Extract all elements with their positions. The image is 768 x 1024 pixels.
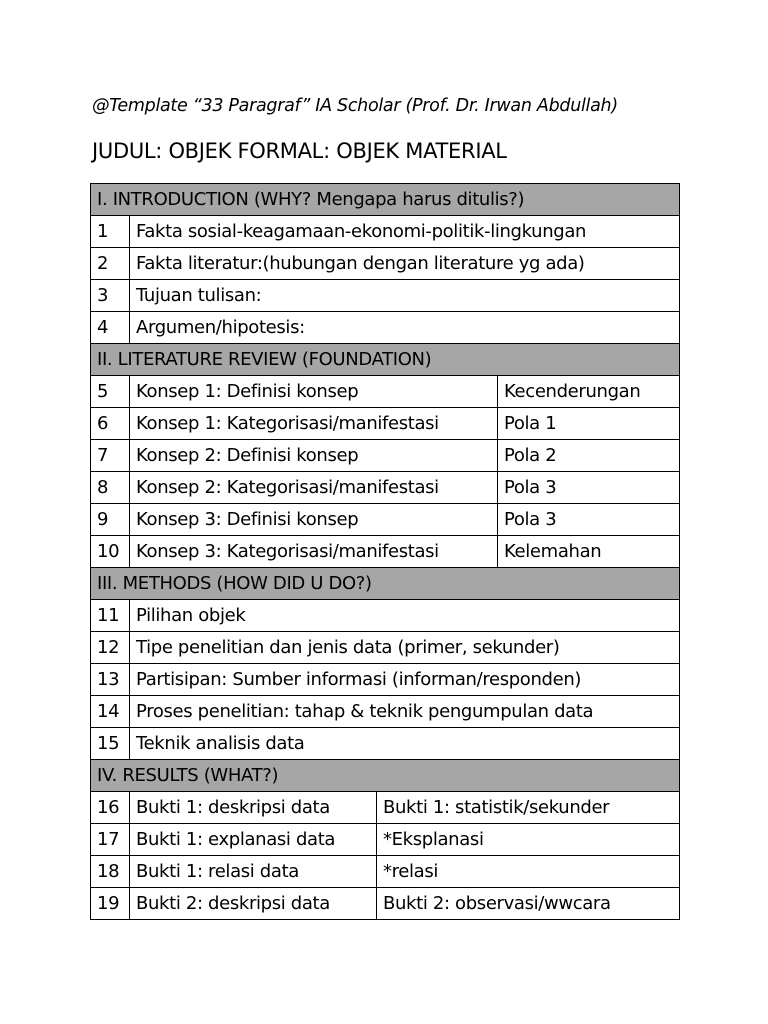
section-header-row: [91, 760, 680, 792]
row-number: 15: [91, 728, 130, 760]
row-text: Bukti 1: relasi data: [130, 856, 377, 888]
section-header-row: [91, 184, 680, 216]
section-number: IV.: [97, 764, 123, 786]
row-text: Teknik analisis data: [130, 728, 680, 760]
table-row: [91, 696, 680, 728]
row-text: Argumen/hipotesis:: [130, 312, 680, 344]
table-row: [91, 312, 680, 344]
row-text: Pilihan objek: [130, 600, 680, 632]
row-text: Bukti 2: deskripsi data: [130, 888, 377, 920]
outline-table: [90, 183, 680, 920]
section-header: [91, 184, 680, 216]
table-row: [91, 248, 680, 280]
row-number: 9: [91, 504, 130, 536]
table-row: [91, 536, 680, 568]
table-row: [91, 376, 680, 408]
section-header: [91, 344, 680, 376]
row-text: Konsep 1: Definisi konsep: [130, 376, 498, 408]
table-row: [91, 856, 680, 888]
table-row: [91, 280, 680, 312]
row-text: Fakta literatur:(hubungan dengan literature yg ada): [130, 248, 680, 280]
table-row: [91, 472, 680, 504]
row-text: Partisipan: Sumber informasi (informan/responden): [130, 664, 680, 696]
row-extra: *Eksplanasi: [377, 824, 680, 856]
table-row: [91, 440, 680, 472]
table-row: [91, 664, 680, 696]
row-text: Fakta sosial-keagamaan-ekonomi-politik-lingkungan: [130, 216, 680, 248]
section-header-row: [91, 568, 680, 600]
section-header-row: [91, 344, 680, 376]
row-number: 12: [91, 632, 130, 664]
row-number: 10: [91, 536, 130, 568]
row-number: 5: [91, 376, 130, 408]
row-number: 3: [91, 280, 130, 312]
row-text: Bukti 1: deskripsi data: [130, 792, 377, 824]
row-number: 1: [91, 216, 130, 248]
row-extra: Kecenderungan: [498, 376, 680, 408]
row-text: Konsep 2: Kategorisasi/manifestasi: [130, 472, 498, 504]
row-number: 14: [91, 696, 130, 728]
section-title: METHODS (HOW DID U DO?): [122, 572, 372, 594]
row-text: Konsep 3: Kategorisasi/manifestasi: [130, 536, 498, 568]
row-text: Tipe penelitian dan jenis data (primer, sekunder): [130, 632, 680, 664]
table-row: [91, 216, 680, 248]
table-row: [91, 632, 680, 664]
section-header: [91, 760, 680, 792]
row-extra: Pola 3: [498, 504, 680, 536]
judul-heading: JUDUL: OBJEK FORMAL: OBJEK MATERIAL: [92, 139, 507, 163]
row-extra: Bukti 2: observasi/wwcara: [377, 888, 680, 920]
row-number: 2: [91, 248, 130, 280]
row-number: 17: [91, 824, 130, 856]
table-row: [91, 824, 680, 856]
row-text: Tujuan tulisan:: [130, 280, 680, 312]
section-title: LITERATURE REVIEW (FOUNDATION): [117, 348, 432, 370]
row-number: 19: [91, 888, 130, 920]
row-extra: Bukti 1: statistik/sekunder: [377, 792, 680, 824]
section-header: [91, 568, 680, 600]
table-row: [91, 600, 680, 632]
table-row: [91, 792, 680, 824]
section-number: II.: [97, 348, 118, 370]
table-row: [91, 888, 680, 920]
row-extra: Pola 1: [498, 408, 680, 440]
table-row: [91, 728, 680, 760]
row-number: 18: [91, 856, 130, 888]
row-text: Konsep 1: Kategorisasi/manifestasi: [130, 408, 498, 440]
row-text: Konsep 2: Definisi konsep: [130, 440, 498, 472]
row-number: 6: [91, 408, 130, 440]
row-extra: Pola 3: [498, 472, 680, 504]
row-extra: Pola 2: [498, 440, 680, 472]
row-number: 11: [91, 600, 130, 632]
section-title: RESULTS (WHAT?): [122, 764, 279, 786]
row-text: Proses penelitian: tahap & teknik pengumpulan data: [130, 696, 680, 728]
template-caption: @Template “33 Paragraf” IA Scholar (Prof. Dr. Irwan Abdullah): [92, 96, 618, 116]
section-title: I. INTRODUCTION (WHY? Mengapa harus ditulis?): [97, 188, 525, 210]
row-number: 13: [91, 664, 130, 696]
section-number: III.: [97, 572, 123, 594]
row-number: 16: [91, 792, 130, 824]
outline-table-body: [91, 184, 680, 920]
table-row: [91, 504, 680, 536]
row-number: 8: [91, 472, 130, 504]
row-text: Bukti 1: explanasi data: [130, 824, 377, 856]
row-extra: Kelemahan: [498, 536, 680, 568]
row-number: 4: [91, 312, 130, 344]
row-text: Konsep 3: Definisi konsep: [130, 504, 498, 536]
row-extra: *relasi: [377, 856, 680, 888]
row-number: 7: [91, 440, 130, 472]
table-row: [91, 408, 680, 440]
